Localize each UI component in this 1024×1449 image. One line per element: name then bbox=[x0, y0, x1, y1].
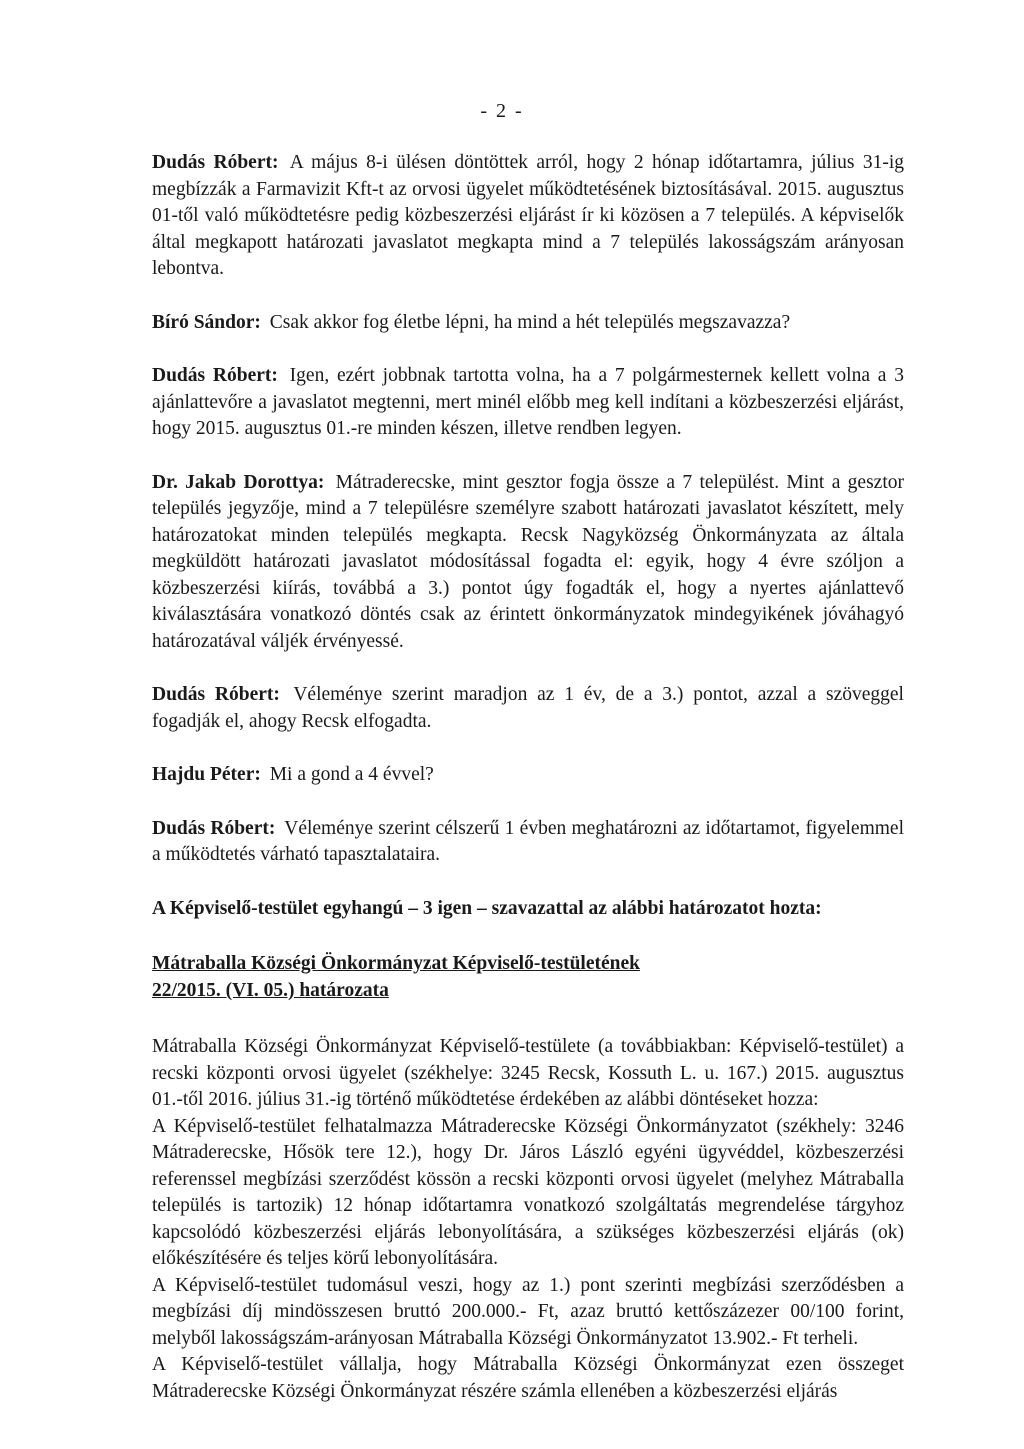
speech-text: Mi a gond a 4 évvel? bbox=[269, 764, 434, 785]
speech-text: Csak akkor fog életbe lépni, ha mind a hét település megszavazza? bbox=[269, 311, 791, 333]
paragraph-3 bbox=[152, 363, 904, 443]
paragraph-4 bbox=[152, 470, 904, 656]
speech-text: Igen, ezért jobbnak tartotta volna, ha a 7 polgármesternek kellett volna a 3 ajánlattevőre a javaslatot megtenni, mert minél előbb meg kell indítani a közbeszerzési eljárást, hogy 2015. augusztus 01.-re minden készen, illetve rendben legyen. bbox=[152, 365, 904, 439]
speech-text: Véleménye szerint maradjon az 1 év, de a 3.) pontot, azzal a szöveggel fogadják el, ahogy Recsk elfogadta. bbox=[152, 684, 904, 732]
paragraph-1 bbox=[152, 150, 904, 283]
speaker-name: Bíró Sándor: bbox=[152, 311, 261, 333]
page-number: - 2 - bbox=[480, 100, 524, 122]
resolution-title bbox=[152, 950, 904, 1004]
resolution-point-2: A Képviselő-testület tudomásul veszi, hogy az 1.) pont szerinti megbízási szerződésben a megbízási díj mindösszesen bruttó 200.000.- Ft, azaz bruttó kettőszázezer 00/100 forint, melyből lakosságszám-arányosan Mátraballa Községi Önkormányzatot 13.902.- Ft terheli. bbox=[152, 1274, 904, 1349]
speaker-name: Dr. Jakab Dorottya: bbox=[152, 471, 325, 493]
speaker-name: Dudás Róbert: bbox=[152, 365, 278, 386]
paragraph-2 bbox=[152, 310, 904, 337]
resolution-point-3: A Képviselő-testület vállalja, hogy Mátraballa Községi Önkormányzat ezen összeget Mátraderecske Községi Önkormányzat részére számla ellenében a közbeszerzési eljárás bbox=[152, 1354, 904, 1402]
resolution-intro: Mátraballa Községi Önkormányzat Képviselő-testülete (a továbbiakban: Képviselő-testület) a recski központi orvosi ügyelet (székhelye: 3245 Recsk, Kossuth L. u. 167.) 2015. augusztus 01.-től 2016. július 31.-ig történő működtetése érdekében az alábbi döntéseket hozza: bbox=[152, 1036, 904, 1110]
paragraph-5 bbox=[152, 682, 904, 735]
speech-text: A május 8-i ülésen döntöttek arról, hogy 2 hónap időtartamra, július 31-ig megbízzák a Farmavizit Kft-t az orvosi ügyelet működtetésének biztosításával. 2015. augusztus 01-től való működtetésre pedig közbeszerzési eljárást ír ki közösen a 7 település. A képviselők által megkapott határozati javaslatot megkapta mind a 7 település lakosságszám arányosan lebontva. bbox=[152, 152, 904, 279]
vote-statement: A Képviselő-testület egyhangú – 3 igen – szavazattal az alábbi határozatot hozta: bbox=[152, 897, 822, 919]
resolution-title-line-1: Mátraballa Községi Önkormányzat Képviselő-testületének bbox=[152, 953, 640, 974]
speaker-name: Dudás Róbert: bbox=[152, 817, 276, 839]
speaker-name: Hajdu Péter: bbox=[152, 764, 261, 785]
speech-text: Véleménye szerint célszerű 1 évben meghatározni az időtartamot, figyelemmel a működtetés várható tapasztalataira. bbox=[152, 817, 904, 865]
speaker-name: Dudás Róbert: bbox=[152, 152, 279, 173]
paragraph-6 bbox=[152, 762, 904, 789]
document-content bbox=[152, 150, 904, 1405]
resolution-title-line-2: 22/2015. (VI. 05.) határozata bbox=[152, 980, 389, 1001]
paragraph-7 bbox=[152, 816, 904, 869]
speaker-name: Dudás Róbert: bbox=[152, 684, 280, 705]
speech-text: Mátraderecske, mint gesztor fogja össze a 7 települést. Mint a gesztor település jegyzője, mind a 7 településre személyre szabott határozati javaslatot készített, mely határozatokat minden település megkapta. Recsk Nagyközség Önkormányzata az általa megküldött határozati javaslatot módosítással fogadta el: egyik, hogy 4 évre szóljon a közbeszerzési kiírás, továbbá a 3.) pontot úgy fogadták el, hogy a nyertes ajánlattevő kiválasztására vonatkozó döntés csak az érintett önkormányzatok mindegyikének jóváhagyó határozatával váljék érvényessé. bbox=[152, 471, 904, 652]
resolution-point-1: A Képviselő-testület felhatalmazza Mátraderecske Községi Önkormányzatot (székhely: 3246 Mátraderecske, Hősök tere 12.), hogy Dr. Járos László egyéni ügyvéddel, közbeszerzési referenssel megbízási szerződést kössön a recski központi orvosi ügyelet (melyhez Mátraballa település is tartozik) 12 hónap időtartamra vonatkozó szolgáltatás megrendelése tárgyhoz kapcsolódó közbeszerzési eljárás lebonyolítására, a szükséges közbeszerzési eljárás (ok) előkészítésére és teljes körű lebonyolítására. bbox=[152, 1115, 904, 1269]
